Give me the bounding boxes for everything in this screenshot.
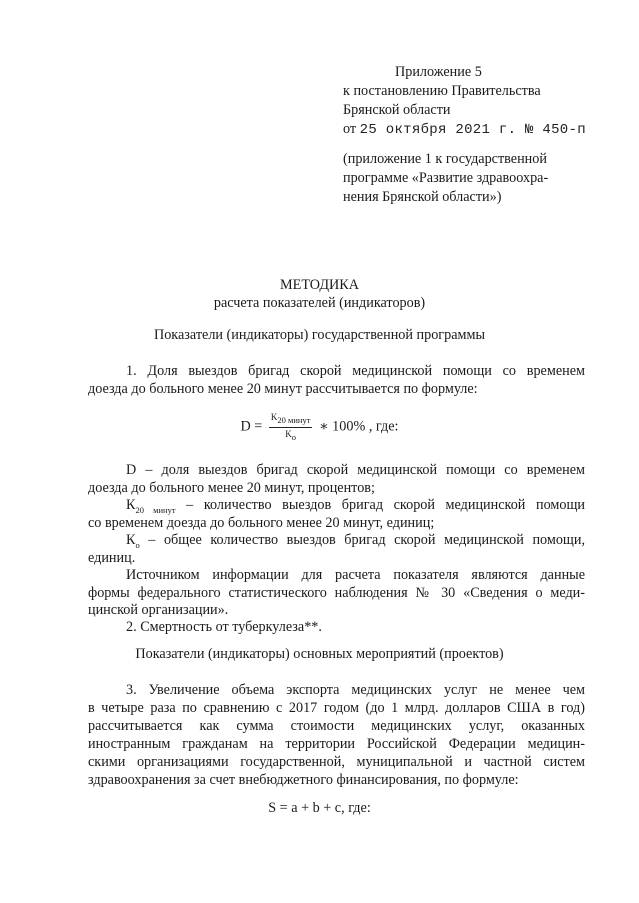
appendix-reference: к постановлению Правительства (343, 83, 541, 99)
appendix-date (343, 120, 586, 139)
formula1-denominator: $K_o$ (285, 428, 297, 442)
appendix-note (343, 150, 548, 207)
note-line-3: нения Брянской области») (343, 189, 502, 205)
item3-line-2: в четыре раза по сравнению с 2017 годом (до 1 млрд. долларов США в год) (88, 700, 585, 716)
date-typed: 25 октября 2021 г. № 450-п (359, 122, 586, 138)
formula1-rhs: ∗ 100% , где: (318, 418, 399, 435)
appendix-number: Приложение 5 (395, 64, 482, 80)
def-d-line-2: доезда до больного менее 20 минут, процентов; (88, 480, 375, 496)
formula-2: S = a + b + c, где: (268, 800, 371, 816)
def-ko-line-1: $К_о$ – общее количество выездов бригад скорой медицинской помощи, (126, 532, 585, 550)
document-title: МЕТОДИКА (280, 277, 359, 293)
item3-line-3: рассчитывается как сумма стоимости медицинских услуг, оказанных (88, 718, 585, 734)
item3-line-4: иностранным гражданам на территории Российской Федерации медицин- (88, 736, 585, 752)
formula1-lhs: D = (240, 418, 263, 435)
def-k20-line-2: со временем доезда до больного менее 20 минут, единиц; (88, 515, 435, 531)
appendix-region: Брянской области (343, 102, 451, 118)
formula1-numerator: $K_{20 минут}$ (269, 412, 313, 428)
formula-1 (0, 412, 639, 443)
formula1-fraction (269, 412, 313, 443)
def-ko-line-2: единиц. (88, 550, 136, 566)
section-heading-1: Показатели (индикаторы) государственной программы (153, 327, 486, 343)
item2: 2. Смертность от туберкулеза**. (126, 619, 322, 635)
def-source-line-2: формы федерального статистического наблюдения № 30 «Сведения о меди- (88, 585, 585, 601)
section-heading-2: Показатели (индикаторы) основных мероприятий (проектов) (135, 646, 504, 662)
def-source-line-3: цинской организации». (88, 602, 229, 618)
item3-line-1: 3. Увеличение объема экспорта медицинских услуг не менее чем (126, 682, 585, 698)
def-d-line-1: D – доля выездов бригад скорой медицинской помощи со временем (126, 462, 585, 478)
def-k20-line-1: $К_{20 минут}$ – количество выездов бригад скорой медицинской помощи (126, 497, 585, 515)
appendix-header (343, 63, 586, 139)
def-source-line-1: Источником информации для расчета показателя являются данные (126, 567, 585, 583)
document-subtitle: расчета показателей (индикаторов) (213, 295, 426, 311)
note-line-1: (приложение 1 к государственной (343, 151, 547, 167)
item3-line-6: здравоохранения за счет внебюджетного финансирования, по формуле: (88, 772, 519, 788)
date-prefix: от (343, 121, 357, 137)
item3-line-5: скими организациями государственной, муниципальной и частной систем (88, 754, 585, 770)
item1-line-2: доезда до больного менее 20 минут рассчитывается по формуле: (88, 381, 478, 397)
note-line-2: программе «Развитие здравоохра- (343, 170, 549, 186)
item1-line-1: 1. Доля выездов бригад скорой медицинской помощи со временем (126, 363, 585, 379)
